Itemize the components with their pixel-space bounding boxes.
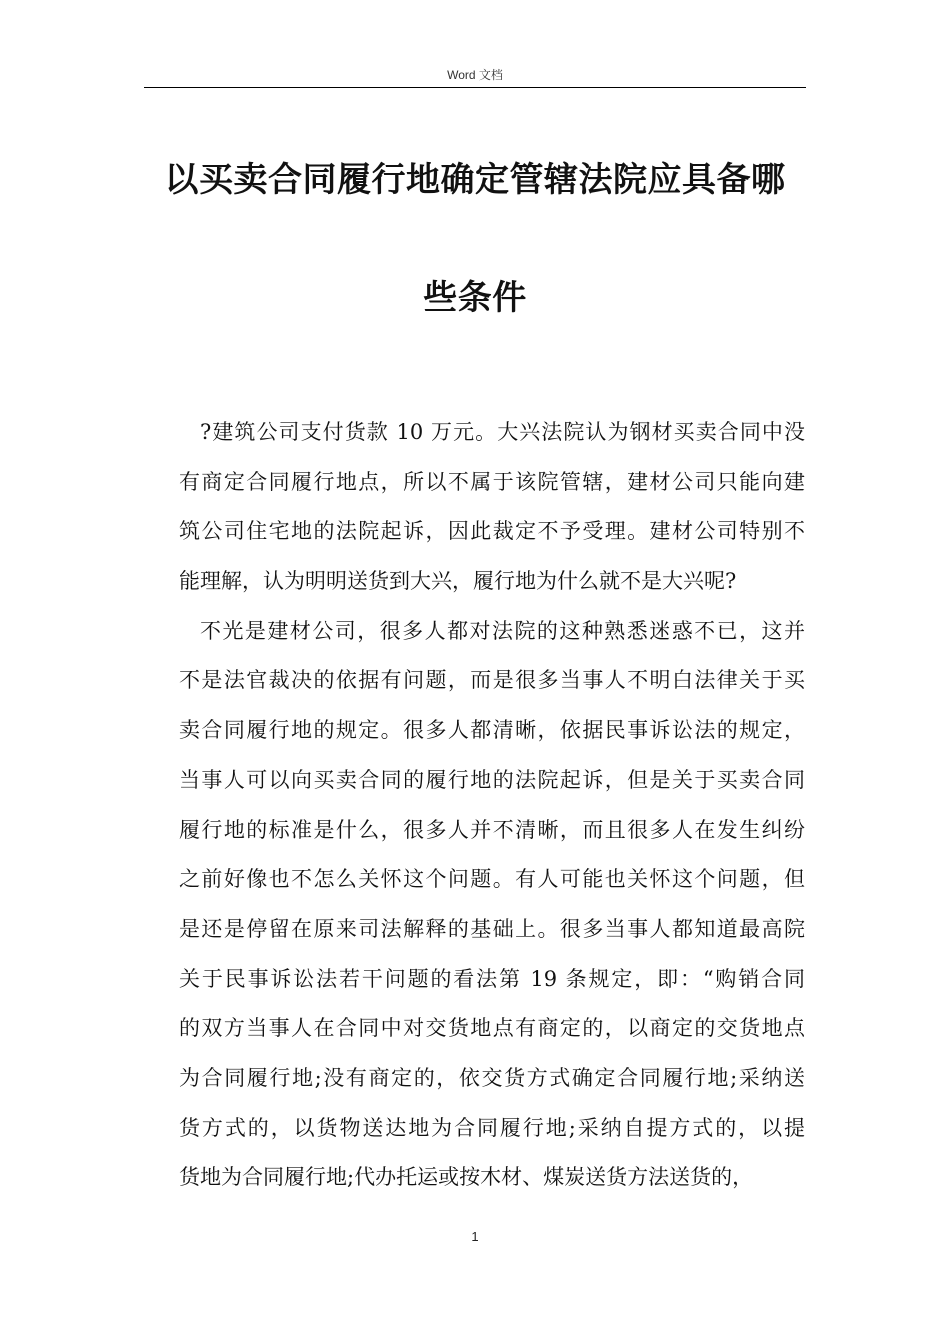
text-line: 卖合同履行地的规定。很多人都清晰，依据民事诉讼法的规定， (179, 718, 805, 743)
text-line: ?建筑公司支付货款 10 万元。大兴法院认为钢材买卖合同中没 (200, 420, 805, 444)
text-line: 履行地的标准是什么，很多人并不清晰，而且很多人在发生纠纷 (179, 817, 805, 842)
document-title-line-2: 些条件 (423, 278, 527, 318)
document-body (179, 408, 805, 1203)
text-line: 不是法官裁决的依据有问题，而是很多当事人不明白法律关于买 (179, 668, 805, 693)
paragraph (179, 607, 805, 1203)
text-line: 之前好像也不怎么关怀这个问题。有人可能也关怀这个问题，但 (179, 867, 805, 892)
text-line: 货方式的，以货物送达地为合同履行地;采纳自提方式的，以提 (179, 1115, 805, 1140)
text-line: 筑公司住宅地的法院起诉，因此裁定不予受理。建材公司特别不 (179, 519, 805, 544)
paragraph (179, 408, 805, 607)
document-title-line-1: 以买卖合同履行地确定管辖法院应具备哪 (164, 160, 786, 200)
text-line: 不光是建材公司，很多人都对法院的这种熟悉迷惑不已，这并 (200, 618, 805, 643)
text-line: 能理解，认为明明送货到大兴，履行地为什么就不是大兴呢? (179, 569, 737, 594)
text-line: 关于民事诉讼法若干问题的看法第 19 条规定，即：“购销合同 (179, 966, 805, 991)
header-divider (144, 87, 806, 88)
text-line: 是还是停留在原来司法解释的基础上。很多当事人都知道最高院 (179, 916, 805, 941)
text-line: 货地为合同履行地;代办托运或按木材、煤炭送货方法送货的， (179, 1165, 754, 1190)
text-line: 当事人可以向买卖合同的履行地的法院起诉，但是关于买卖合同 (179, 767, 805, 792)
text-line: 为合同履行地;没有商定的，依交货方式确定合同履行地;采纳送 (179, 1065, 805, 1090)
page-header: Word 文档 (447, 68, 503, 82)
text-line: 的双方当事人在合同中对交货地点有商定的，以商定的交货地点 (179, 1016, 805, 1041)
text-line: 有商定合同履行地点，所以不属于该院管辖，建材公司只能向建 (179, 469, 805, 494)
page-number: 1 (471, 1229, 479, 1244)
